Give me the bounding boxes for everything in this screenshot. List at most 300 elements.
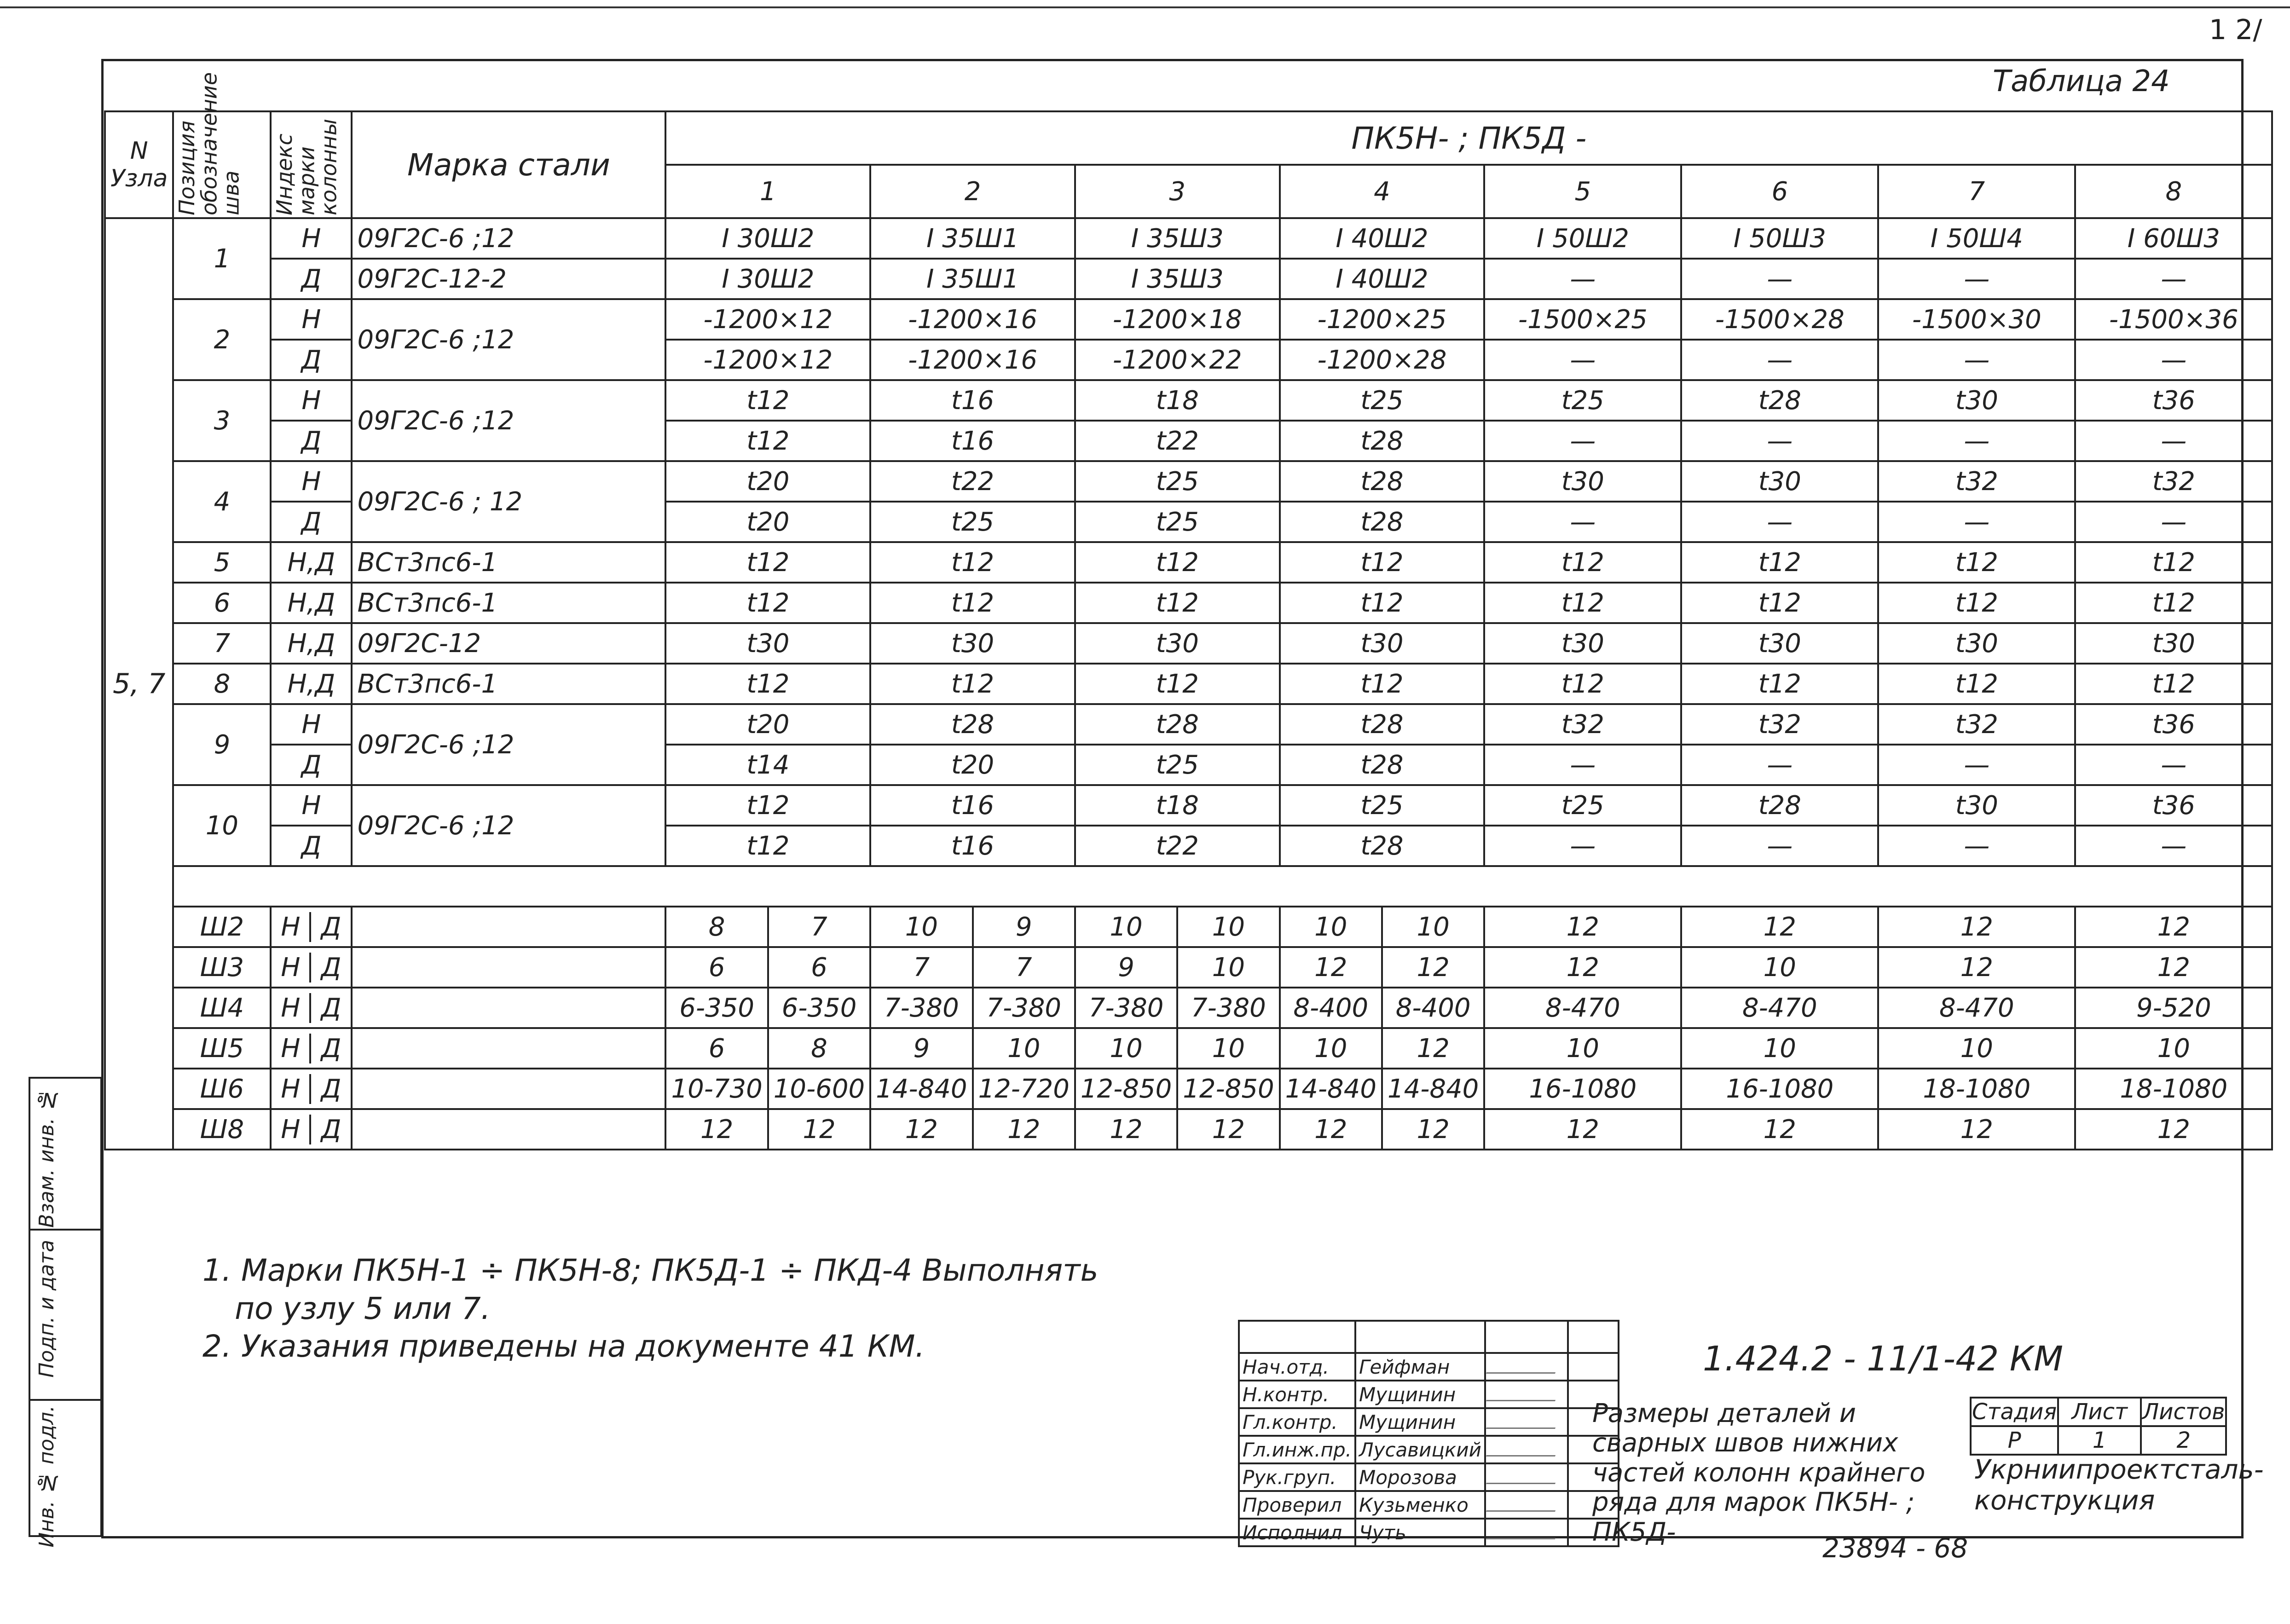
signature-cell [1485, 1381, 1568, 1408]
empty-steel-cell [352, 947, 665, 988]
value-cell: t28 [1280, 421, 1485, 461]
weld-value-cell: 10 [1177, 907, 1279, 947]
value-cell: t30 [1878, 785, 2075, 826]
header-group: ПК5Н- ; ПК5Д - [665, 111, 2272, 165]
steel-cell: 09Г2С-6 ; 12 [352, 461, 665, 542]
value-cell: t20 [665, 461, 870, 502]
header-position: Позиция обозначение шва [173, 111, 271, 218]
position-cell: 10 [173, 785, 271, 866]
position-cell: 1 [173, 218, 271, 299]
value-cell: -1500×25 [1484, 299, 1681, 340]
side-stamp [29, 1077, 102, 1548]
value-cell: t12 [1075, 542, 1280, 583]
signature-cell [1485, 1519, 1568, 1546]
weld-value-cell: 12 [870, 1109, 972, 1150]
value-cell: I 60Ш3 [2075, 218, 2272, 259]
value-cell: I 35Ш3 [1075, 259, 1280, 299]
weld-value-cell: 10 [1382, 907, 1484, 947]
weld-value-cell: 8 [768, 1028, 870, 1069]
value-cell: t30 [1075, 623, 1280, 664]
value-cell: t12 [665, 380, 870, 421]
name-cell: Гейфман [1355, 1353, 1485, 1381]
header-index: Индекс марки колонны [271, 111, 352, 218]
table-row [105, 259, 2272, 299]
value-cell: t12 [2075, 542, 2272, 583]
role-cell: Гл.инж.пр. [1239, 1436, 1355, 1463]
value-cell: t28 [1280, 826, 1485, 866]
value-cell: t20 [665, 704, 870, 745]
value-cell: I 50Ш2 [1484, 218, 1681, 259]
steel-cell: 09Г2С-6 ;12 [352, 380, 665, 461]
value-cell: t16 [870, 421, 1075, 461]
value-cell: t12 [665, 542, 870, 583]
table-row [105, 704, 2272, 745]
value-cell: t12 [1484, 664, 1681, 704]
weld-value-cell: 12 [1075, 1109, 1177, 1150]
index-cell: Д [271, 259, 352, 299]
weld-value-cell: 7 [768, 907, 870, 947]
role-cell: Гл.контр. [1239, 1408, 1355, 1436]
index-cell: Д [271, 745, 352, 785]
value-cell: t32 [1878, 461, 2075, 502]
side-label: Подп. и дата [35, 1240, 58, 1378]
sheets-header: Листов [2141, 1398, 2226, 1426]
value-cell: — [1484, 502, 1681, 542]
value-cell: t16 [870, 380, 1075, 421]
weld-value-cell: 12 [2075, 1109, 2272, 1150]
table-row [105, 583, 2272, 623]
index-cell: Д [271, 421, 352, 461]
weld-value-cell: 12 [1484, 1109, 1681, 1150]
weld-index-cell [271, 1069, 352, 1109]
table-row [105, 380, 2272, 421]
value-cell: — [1484, 259, 1681, 299]
name-cell: Мущинин [1355, 1408, 1485, 1436]
index-cell: Н [271, 218, 352, 259]
value-cell: I 35Ш3 [1075, 218, 1280, 259]
weld-value-cell: 10 [1878, 1028, 2075, 1069]
value-cell: t25 [1280, 785, 1485, 826]
weld-value-cell: 12 [1484, 907, 1681, 947]
note-line: по узлу 5 или 7. [235, 1290, 491, 1326]
value-cell: I 35Ш1 [870, 218, 1075, 259]
index-cell: Д [271, 340, 352, 380]
value-cell: t12 [665, 785, 870, 826]
value-cell: — [1878, 259, 2075, 299]
weld-value-cell: 12 [665, 1109, 768, 1150]
value-cell: t12 [665, 421, 870, 461]
sheet-value: 1 [2058, 1426, 2141, 1455]
index-cell: Н [271, 299, 352, 340]
signature-cell [1485, 1353, 1568, 1381]
weld-value-cell: 12 [1280, 1109, 1382, 1150]
table-row [105, 785, 2272, 826]
value-cell: I 35Ш1 [870, 259, 1075, 299]
weld-value-cell: 12 [1878, 1109, 2075, 1150]
value-cell: t12 [1681, 542, 1878, 583]
role-cell: Н.контр. [1239, 1381, 1355, 1408]
signature-cell [1485, 1491, 1568, 1519]
value-cell: t36 [2075, 380, 2272, 421]
weld-value-cell: 12-720 [973, 1069, 1075, 1109]
value-cell: I 50Ш3 [1681, 218, 1878, 259]
stage-header: Стадия [1971, 1398, 2058, 1426]
position-cell: 5 [173, 542, 271, 583]
signature-mark [1486, 1441, 1561, 1456]
value-cell: I 30Ш2 [665, 259, 870, 299]
value-cell: — [2075, 826, 2272, 866]
value-cell: -1200×16 [870, 299, 1075, 340]
weld-value-cell: 10 [1280, 1028, 1382, 1069]
value-cell: — [1681, 259, 1878, 299]
weld-value-cell: 8-400 [1382, 988, 1484, 1028]
value-cell: I 50Ш4 [1878, 218, 2075, 259]
weld-value-cell: 10 [1280, 907, 1382, 947]
weld-value-cell: 14-840 [1280, 1069, 1382, 1109]
weld-value-cell: 12 [1280, 947, 1382, 988]
value-cell: -1500×28 [1681, 299, 1878, 340]
note-line: 1. Марки ПК5Н-1 ÷ ПК5Н-8; ПК5Д-1 ÷ ПКД-4 Выполнять [202, 1253, 1099, 1288]
index-cell: Н [271, 704, 352, 745]
weld-value-cell: 10 [1484, 1028, 1681, 1069]
value-cell: t30 [1878, 623, 2075, 664]
column-number: 2 [870, 165, 1075, 218]
signature-row [1239, 1519, 1619, 1546]
weld-value-cell: 12 [2075, 947, 2272, 988]
value-cell: t12 [1878, 664, 2075, 704]
weld-value-cell: 9 [973, 907, 1075, 947]
steel-cell: 09Г2С-6 ;12 [352, 218, 665, 259]
steel-cell: ВСт3пс6-1 [352, 583, 665, 623]
weld-value-cell: 12-850 [1177, 1069, 1279, 1109]
value-cell: -1200×12 [665, 299, 870, 340]
value-cell: -1200×12 [665, 340, 870, 380]
value-cell: t25 [870, 502, 1075, 542]
signature-mark [1486, 1497, 1561, 1512]
value-cell: t12 [870, 583, 1075, 623]
document-description: Размеры деталей и сварных швов нижних частей колонн крайнего ряда для марок ПК5Н- ; ПК5Д- [1592, 1399, 1926, 1547]
weld-index-cell [271, 988, 352, 1028]
weld-value-cell: 12-850 [1075, 1069, 1177, 1109]
value-cell: — [1484, 826, 1681, 866]
weld-value-cell: 7-380 [1075, 988, 1177, 1028]
value-cell: t28 [1075, 704, 1280, 745]
steel-cell: 09Г2С-12 [352, 623, 665, 664]
spacer-row [105, 866, 2272, 907]
value-cell: t25 [1075, 745, 1280, 785]
role-cell: Исполнил [1239, 1519, 1355, 1546]
value-cell: t12 [2075, 664, 2272, 704]
weld-value-cell: 10 [1075, 907, 1177, 947]
value-cell: t28 [1280, 502, 1485, 542]
value-cell: t36 [2075, 785, 2272, 826]
weld-value-cell: 10 [973, 1028, 1075, 1069]
value-cell: — [1681, 745, 1878, 785]
value-cell: t25 [1484, 785, 1681, 826]
value-cell: t14 [665, 745, 870, 785]
name-cell: Кузьменко [1355, 1491, 1485, 1519]
value-cell: t12 [665, 826, 870, 866]
weld-index-cell [271, 947, 352, 988]
table-row [105, 461, 2272, 502]
signature-mark [1486, 1414, 1561, 1429]
signature-row [1239, 1381, 1619, 1408]
value-cell: t30 [665, 623, 870, 664]
top-edge-line [0, 6, 2290, 8]
value-cell: t12 [870, 664, 1075, 704]
value-cell: — [2075, 421, 2272, 461]
document-code: 1.424.2 - 11/1-42 КМ [1703, 1339, 2064, 1379]
weld-value-cell: 10 [1681, 947, 1878, 988]
position-cell: 8 [173, 664, 271, 704]
value-cell: t28 [1280, 745, 1485, 785]
weld-index-cell [271, 1109, 352, 1150]
weld-value-cell: 12 [1382, 1109, 1484, 1150]
value-cell: I 40Ш2 [1280, 259, 1485, 299]
name-cell: Морозова [1355, 1463, 1485, 1491]
value-cell: t30 [2075, 623, 2272, 664]
weld-value-cell: 7-380 [973, 988, 1075, 1028]
value-cell: t30 [1878, 380, 2075, 421]
weld-value-cell: 16-1080 [1681, 1069, 1878, 1109]
signature-mark [1486, 1524, 1561, 1539]
value-cell: — [2075, 502, 2272, 542]
weld-value-cell: 8-470 [1878, 988, 2075, 1028]
position-cell: 4 [173, 461, 271, 542]
weld-value-cell: 12 [1382, 947, 1484, 988]
weld-value-cell: 18-1080 [1878, 1069, 2075, 1109]
weld-value-cell: 10 [1681, 1028, 1878, 1069]
value-cell: t32 [1681, 704, 1878, 745]
value-cell: -1500×36 [2075, 299, 2272, 340]
index-cell: Н,Д [271, 583, 352, 623]
value-cell: — [1878, 421, 2075, 461]
position-cell: 6 [173, 583, 271, 623]
index-n: Н [272, 993, 311, 1023]
value-cell: — [1878, 340, 2075, 380]
value-cell: t16 [870, 826, 1075, 866]
empty-steel-cell [352, 907, 665, 947]
signature-row [1239, 1491, 1619, 1519]
index-n: Н [272, 912, 311, 942]
index-cell: Н [271, 380, 352, 421]
value-cell: t28 [870, 704, 1075, 745]
value-cell: t30 [1681, 461, 1878, 502]
value-cell: t12 [870, 542, 1075, 583]
index-cell: Н,Д [271, 664, 352, 704]
name-cell: Мущинин [1355, 1381, 1485, 1408]
weld-value-cell: 12 [1177, 1109, 1279, 1150]
index-n: Н [272, 1034, 311, 1063]
weld-value-cell: 12 [2075, 907, 2272, 947]
node-cell: 5, 7 [105, 218, 173, 1150]
signature-cell [1485, 1436, 1568, 1463]
value-cell: I 30Ш2 [665, 218, 870, 259]
weld-value-cell: 12 [1681, 1109, 1878, 1150]
weld-value-cell: 10 [1075, 1028, 1177, 1069]
index-cell: Д [271, 502, 352, 542]
stage-value: Р [1971, 1426, 2058, 1455]
weld-value-cell: 8 [665, 907, 768, 947]
index-cell: Н,Д [271, 542, 352, 583]
value-cell: t22 [1075, 421, 1280, 461]
note-line: 2. Указания приведены на документе 41 КМ. [202, 1329, 925, 1364]
signature-mark [1486, 1469, 1561, 1484]
weld-value-cell: 9 [870, 1028, 972, 1069]
table-title: Таблица 24 [1993, 64, 2170, 98]
value-cell: t12 [665, 664, 870, 704]
weld-value-cell: 12 [1878, 907, 2075, 947]
signature-cell [1485, 1463, 1568, 1491]
value-cell: t25 [1484, 380, 1681, 421]
weld-value-cell: 7 [973, 947, 1075, 988]
table-row [105, 623, 2272, 664]
value-cell: t22 [870, 461, 1075, 502]
steel-cell: ВСт3пс6-1 [352, 542, 665, 583]
weld-value-cell: 9 [1075, 947, 1177, 988]
index-n: Н [272, 1115, 311, 1144]
weld-value-cell: 8-470 [1484, 988, 1681, 1028]
column-number: 7 [1878, 165, 2075, 218]
value-cell: t32 [1878, 704, 2075, 745]
weld-position-cell: Ш3 [173, 947, 271, 988]
weld-value-cell: 9-520 [2075, 988, 2272, 1028]
side-cell [30, 1079, 100, 1231]
signature-mark [1486, 1358, 1561, 1374]
weld-value-cell: 10-600 [768, 1069, 870, 1109]
weld-value-cell: 6-350 [768, 988, 870, 1028]
weld-value-cell: 12 [1681, 907, 1878, 947]
empty-steel-cell [352, 1069, 665, 1109]
empty-steel-cell [352, 1028, 665, 1069]
value-cell: t12 [1484, 542, 1681, 583]
value-cell: -1200×25 [1280, 299, 1485, 340]
value-cell: — [1681, 502, 1878, 542]
value-cell: I 40Ш2 [1280, 218, 1485, 259]
value-cell: -1500×30 [1878, 299, 2075, 340]
position-cell: 7 [173, 623, 271, 664]
weld-value-cell: 7-380 [870, 988, 972, 1028]
weld-value-cell: 12 [1878, 947, 2075, 988]
index-cell: Н,Д [271, 623, 352, 664]
signature-row [1239, 1408, 1619, 1436]
weld-value-cell: 18-1080 [2075, 1069, 2272, 1109]
value-cell: t25 [1075, 461, 1280, 502]
value-cell: t12 [1484, 583, 1681, 623]
column-number: 8 [2075, 165, 2272, 218]
index-n: Н [272, 953, 311, 982]
value-cell: t32 [2075, 461, 2272, 502]
weld-value-cell: 14-840 [870, 1069, 972, 1109]
value-cell: -1200×16 [870, 340, 1075, 380]
weld-value-cell: 10 [870, 907, 972, 947]
position-cell: 9 [173, 704, 271, 785]
value-cell: — [1681, 421, 1878, 461]
side-cell [30, 1231, 100, 1401]
value-cell: t12 [1878, 583, 2075, 623]
value-cell: — [1484, 421, 1681, 461]
weld-value-cell: 6-350 [665, 988, 768, 1028]
weld-value-cell: 16-1080 [1484, 1069, 1681, 1109]
empty-steel-cell [352, 1109, 665, 1150]
value-cell: t22 [1075, 826, 1280, 866]
header-steel: Марка стали [352, 111, 665, 218]
organization: Укрниипроектсталь- конструкция [1974, 1454, 2264, 1516]
side-cell [30, 1401, 100, 1548]
value-cell: -1200×22 [1075, 340, 1280, 380]
date-cell [1568, 1353, 1619, 1381]
value-cell: t16 [870, 785, 1075, 826]
weld-row [105, 988, 2272, 1028]
value-cell: t32 [1484, 704, 1681, 745]
weld-value-cell: 10 [1177, 947, 1279, 988]
value-cell: t28 [1280, 704, 1485, 745]
value-cell: t12 [1075, 664, 1280, 704]
steel-cell: 09Г2С-6 ;12 [352, 299, 665, 380]
value-cell: t12 [2075, 583, 2272, 623]
signature-row [1239, 1463, 1619, 1491]
notes [202, 1252, 1099, 1366]
weld-value-cell: 12 [973, 1109, 1075, 1150]
weld-index-cell [271, 1028, 352, 1069]
value-cell: — [1878, 826, 2075, 866]
value-cell: — [1878, 745, 2075, 785]
value-cell: t30 [870, 623, 1075, 664]
value-cell: t12 [1681, 664, 1878, 704]
column-number: 1 [665, 165, 870, 218]
weld-row [105, 1028, 2272, 1069]
weld-value-cell: 8-400 [1280, 988, 1382, 1028]
weld-value-cell: 6 [665, 947, 768, 988]
value-cell: — [1878, 502, 2075, 542]
steel-cell: 09Г2С-6 ;12 [352, 785, 665, 866]
empty-cell [173, 866, 2272, 907]
signature-row [1239, 1353, 1619, 1381]
weld-value-cell: 12 [768, 1109, 870, 1150]
weld-value-cell: 14-840 [1382, 1069, 1484, 1109]
weld-value-cell: 12 [1484, 947, 1681, 988]
weld-position-cell: Ш5 [173, 1028, 271, 1069]
weld-value-cell: 6 [665, 1028, 768, 1069]
value-cell: t28 [1681, 785, 1878, 826]
index-cell: Н [271, 461, 352, 502]
value-cell: — [1484, 340, 1681, 380]
value-cell: t25 [1075, 502, 1280, 542]
index-d: Д [321, 1033, 341, 1063]
value-cell: t12 [1075, 583, 1280, 623]
table-row [105, 542, 2272, 583]
table-row [105, 299, 2272, 340]
value-cell: t20 [665, 502, 870, 542]
value-cell: t30 [1484, 623, 1681, 664]
value-cell: — [1681, 340, 1878, 380]
index-cell: Д [271, 826, 352, 866]
weld-row [105, 907, 2272, 947]
value-cell: — [2075, 340, 2272, 380]
value-cell: t30 [1681, 623, 1878, 664]
signature-row [1239, 1436, 1619, 1463]
weld-position-cell: Ш2 [173, 907, 271, 947]
value-cell: t12 [1280, 583, 1485, 623]
value-cell: -1200×28 [1280, 340, 1485, 380]
role-cell: Проверил [1239, 1491, 1355, 1519]
empty-steel-cell [352, 988, 665, 1028]
table-row [105, 664, 2272, 704]
weld-position-cell: Ш6 [173, 1069, 271, 1109]
header-node: N Узла [105, 111, 173, 218]
weld-position-cell: Ш8 [173, 1109, 271, 1150]
value-cell: — [2075, 259, 2272, 299]
